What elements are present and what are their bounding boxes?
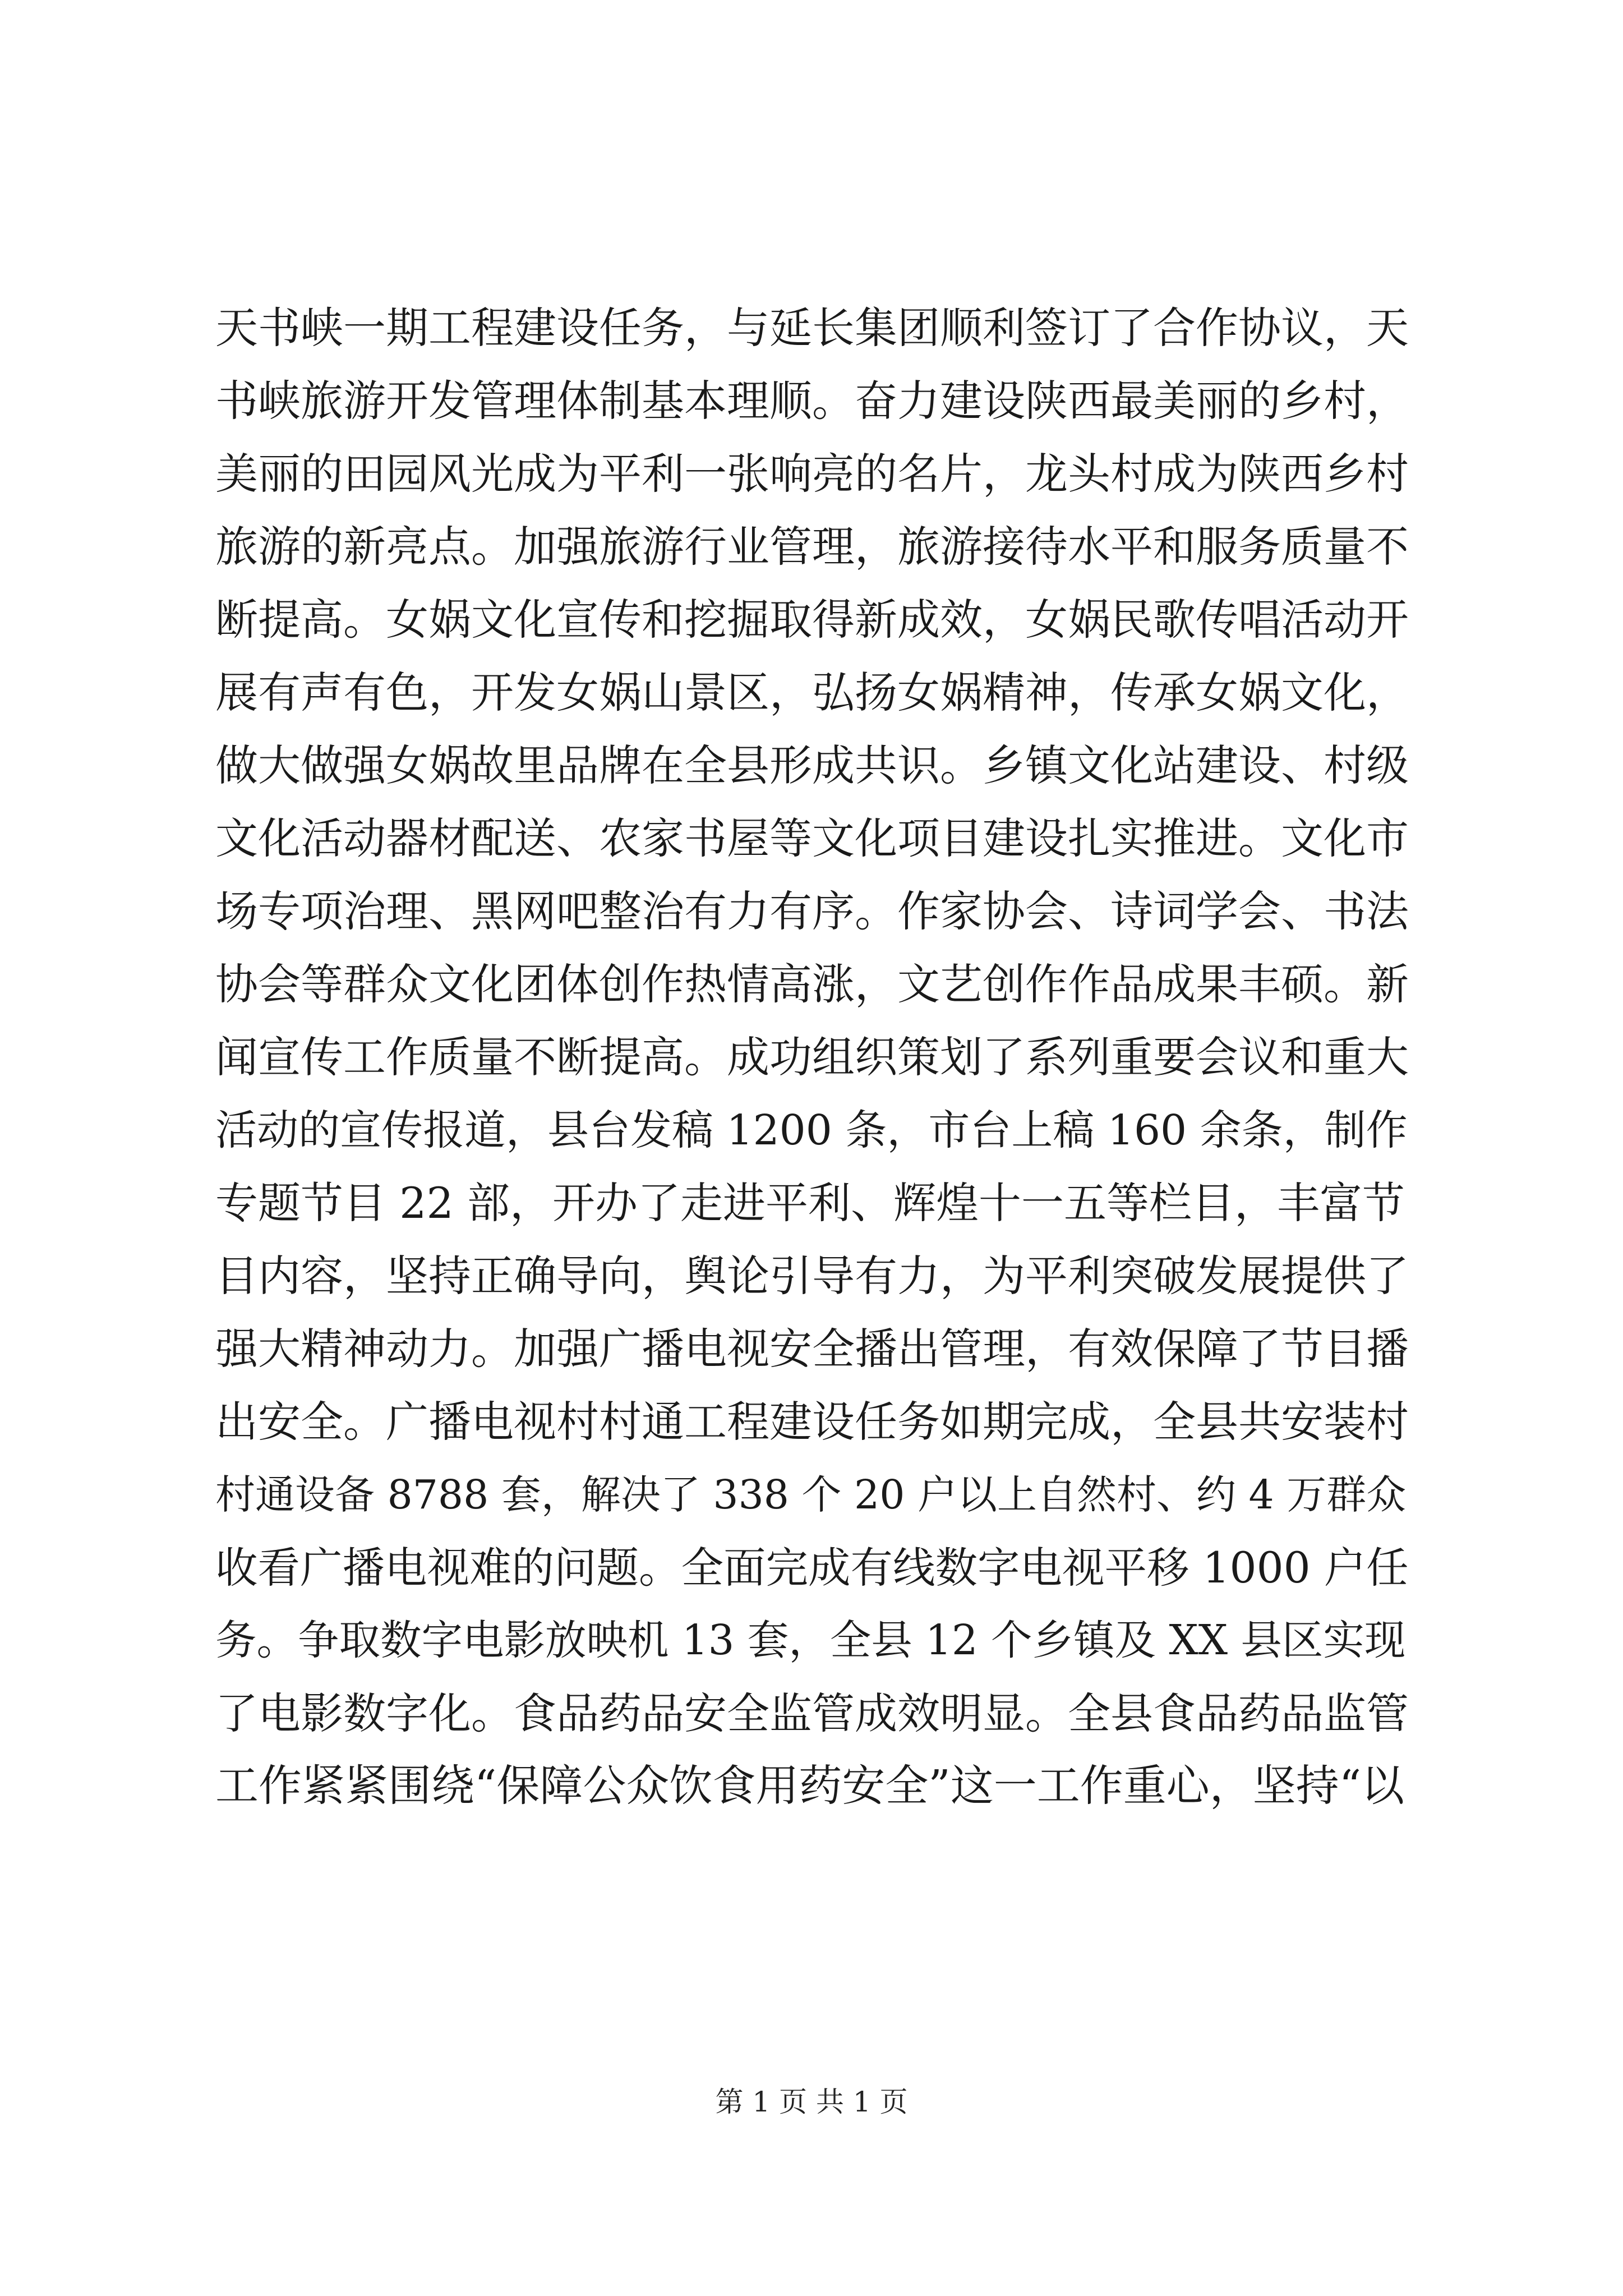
text-line: 村通设备 8788 套，解决了 338 个 20 户以上自然村、约 4 万群众	[215, 1471, 1407, 1518]
text-line: 出安全。广播电视村村通工程建设任务如期完成，全县共安装村	[215, 1397, 1409, 1447]
page-footer: 第 1 页 共 1 页	[715, 2086, 908, 2118]
text-line: 了电影数字化。食品药品安全监管成效明显。全县食品药品监管	[215, 1688, 1409, 1738]
text-line: 强大精神动力。加强广播电视安全播出管理，有效保障了节目播	[215, 1324, 1409, 1374]
text-line: 美丽的田园风光成为平利一张响亮的名片，龙头村成为陕西乡村	[215, 449, 1409, 499]
text-line: 场专项治理、黑网吧整治有力有序。作家协会、诗词学会、书法	[215, 886, 1409, 936]
text-line: 专题节目 22 部，开办了走进平利、辉煌十一五等栏目，丰富节	[215, 1178, 1405, 1228]
text-line: 协会等群众文化团体创作热情高涨，文艺创作作品成果丰硕。新	[215, 959, 1409, 1009]
text-line: 旅游的新亮点。加强旅游行业管理，旅游接待水平和服务质量不	[215, 522, 1409, 572]
text-line: 书峡旅游开发管理体制基本理顺。奋力建设陕西最美丽的乡村，	[215, 376, 1409, 426]
text-line: 做大做强女娲故里品牌在全县形成共识。乡镇文化站建设、村级	[215, 740, 1409, 790]
text-line: 闻宣传工作质量不断提高。成功组织策划了系列重要会议和重大	[215, 1032, 1409, 1082]
text-line: 文化活动器材配送、农家书屋等文化项目建设扎实推进。文化市	[215, 813, 1409, 863]
text-line: 活动的宣传报道，县台发稿 1200 条，市台上稿 160 余条，制作	[215, 1106, 1408, 1154]
text-line: 收看广播电视难的问题。全面完成有线数字电视平移 1000 户任	[215, 1543, 1409, 1593]
body-text	[215, 292, 1410, 1823]
text-line: 务。争取数字电影放映机 13 套，全县 12 个乡镇及 XX 县区实现	[215, 1617, 1406, 1664]
text-line: 断提高。女娲文化宣传和挖掘取得新成效，女娲民歌传唱活动开	[215, 595, 1409, 645]
text-line: 工作紧紧围绕“保障公众饮食用药安全”这一工作重心，坚持“以	[215, 1761, 1405, 1811]
text-line: 目内容，坚持正确导向，舆论引导有力，为平利突破发展提供了	[215, 1251, 1409, 1301]
text-line: 展有声有色，开发女娲山景区，弘扬女娲精神，传承女娲文化，	[215, 668, 1409, 717]
text-line: 天书峡一期工程建设任务，与延长集团顺利签订了合作协议，天	[215, 303, 1409, 353]
